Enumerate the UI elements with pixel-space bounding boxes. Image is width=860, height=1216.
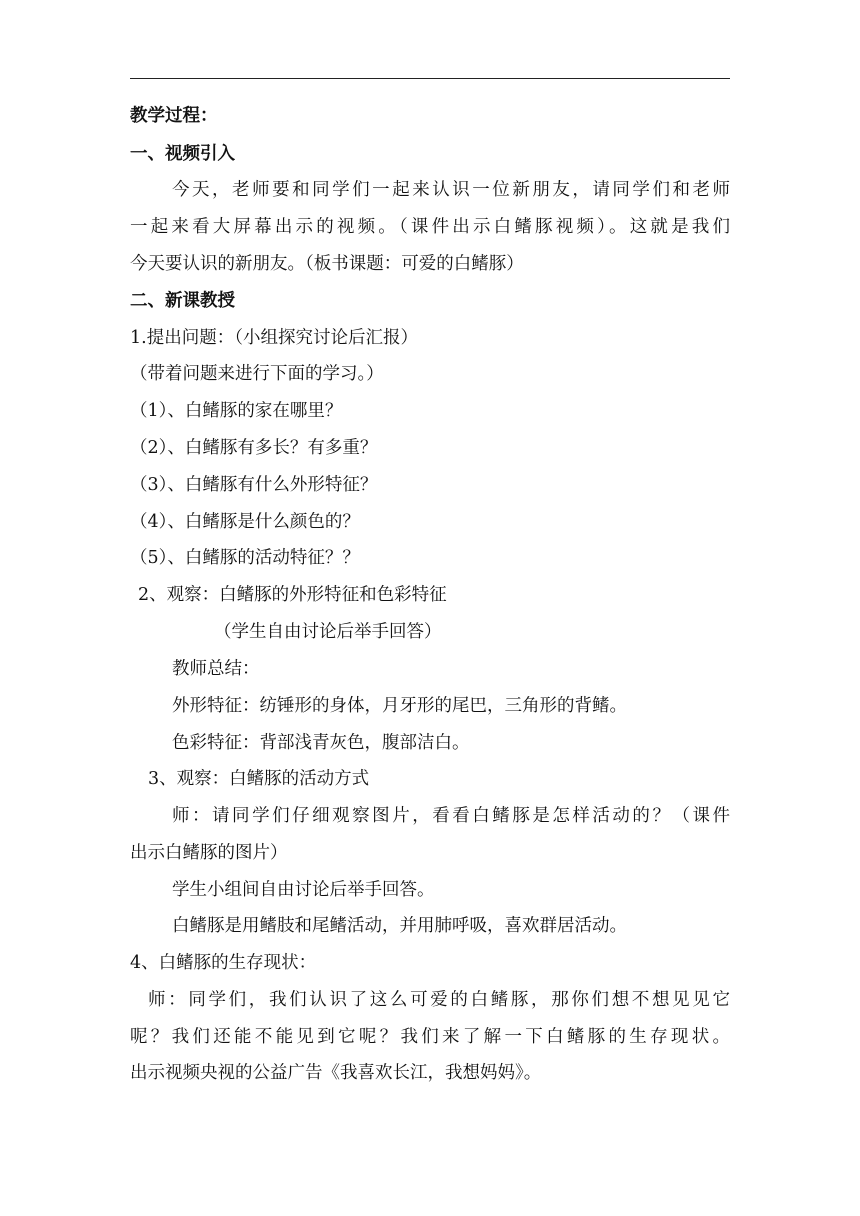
observation-3-title: 3、观察：白鳍豚的活动方式 [148, 769, 370, 789]
question-item: （2）、白鳍豚有多长？有多重？ [130, 438, 378, 458]
item-4-line-1: 师：同学们，我们认识了这么可爱的白鳍豚，那你们想不想见见它 [148, 990, 730, 1010]
section-2-title: 二、新课教授 [130, 291, 235, 311]
observation-3-answer: 学生小组间自由讨论后举手回答。 [172, 880, 435, 900]
item-4-line-2: 呢？我们还能不能见到它呢？我们来了解一下白鳍豚的生存现状。 [130, 1027, 730, 1047]
observation-3-line-2: 出示白鳍豚的图片） [130, 843, 288, 863]
shape-feature: 外形特征：纺锤形的身体，月牙形的尾巴，三角形的背鳍。 [172, 696, 627, 716]
section-1-title: 一、视频引入 [130, 144, 235, 164]
question-item: （4）、白鳍豚是什么颜色的？ [130, 512, 360, 532]
s1-paragraph-line-3: 今天要认识的新朋友。（板书课题：可爱的白鳍豚） [130, 254, 524, 274]
observation-3-fact: 白鳍豚是用鳍肢和尾鳍活动，并用肺呼吸，喜欢群居活动。 [172, 916, 627, 936]
question-item: （3）、白鳍豚有什么外形特征？ [130, 475, 378, 495]
color-feature: 色彩特征：背部浅青灰色，腹部洁白。 [172, 733, 470, 753]
observation-2-note: （学生自由讨论后举手回答） [214, 622, 442, 642]
observation-2-title: 2、观察：白鳍豚的外形特征和色彩特征 [138, 585, 447, 605]
item-4-title: 4、白鳍豚的生存现状： [130, 953, 317, 973]
question-note: （带着问题来进行下面的学习。） [130, 364, 384, 384]
s1-paragraph-line-2: 一起来看大屏幕出示的视频。（课件出示白鳍豚视频）。这就是我们 [130, 217, 730, 237]
item-4-line-3: 出示视频央视的公益广告《我喜欢长江，我想妈妈》。 [130, 1063, 542, 1083]
teacher-summary-label: 教师总结： [172, 659, 260, 679]
heading-teaching-process: 教学过程： [130, 106, 218, 126]
question-item: （1）、白鳍豚的家在哪里？ [130, 401, 343, 421]
s1-paragraph-line-1: 今天，老师要和同学们一起来认识一位新朋友，请同学们和老师 [172, 180, 730, 200]
observation-3-line-1: 师：请同学们仔细观察图片，看看白鳍豚是怎样活动的？（课件 [172, 806, 730, 826]
question-intro: 1.提出问题：（小组探究讨论后汇报） [130, 328, 418, 348]
question-item: （5）、白鳍豚的活动特征？？ [130, 548, 360, 568]
header-rule [130, 78, 730, 79]
